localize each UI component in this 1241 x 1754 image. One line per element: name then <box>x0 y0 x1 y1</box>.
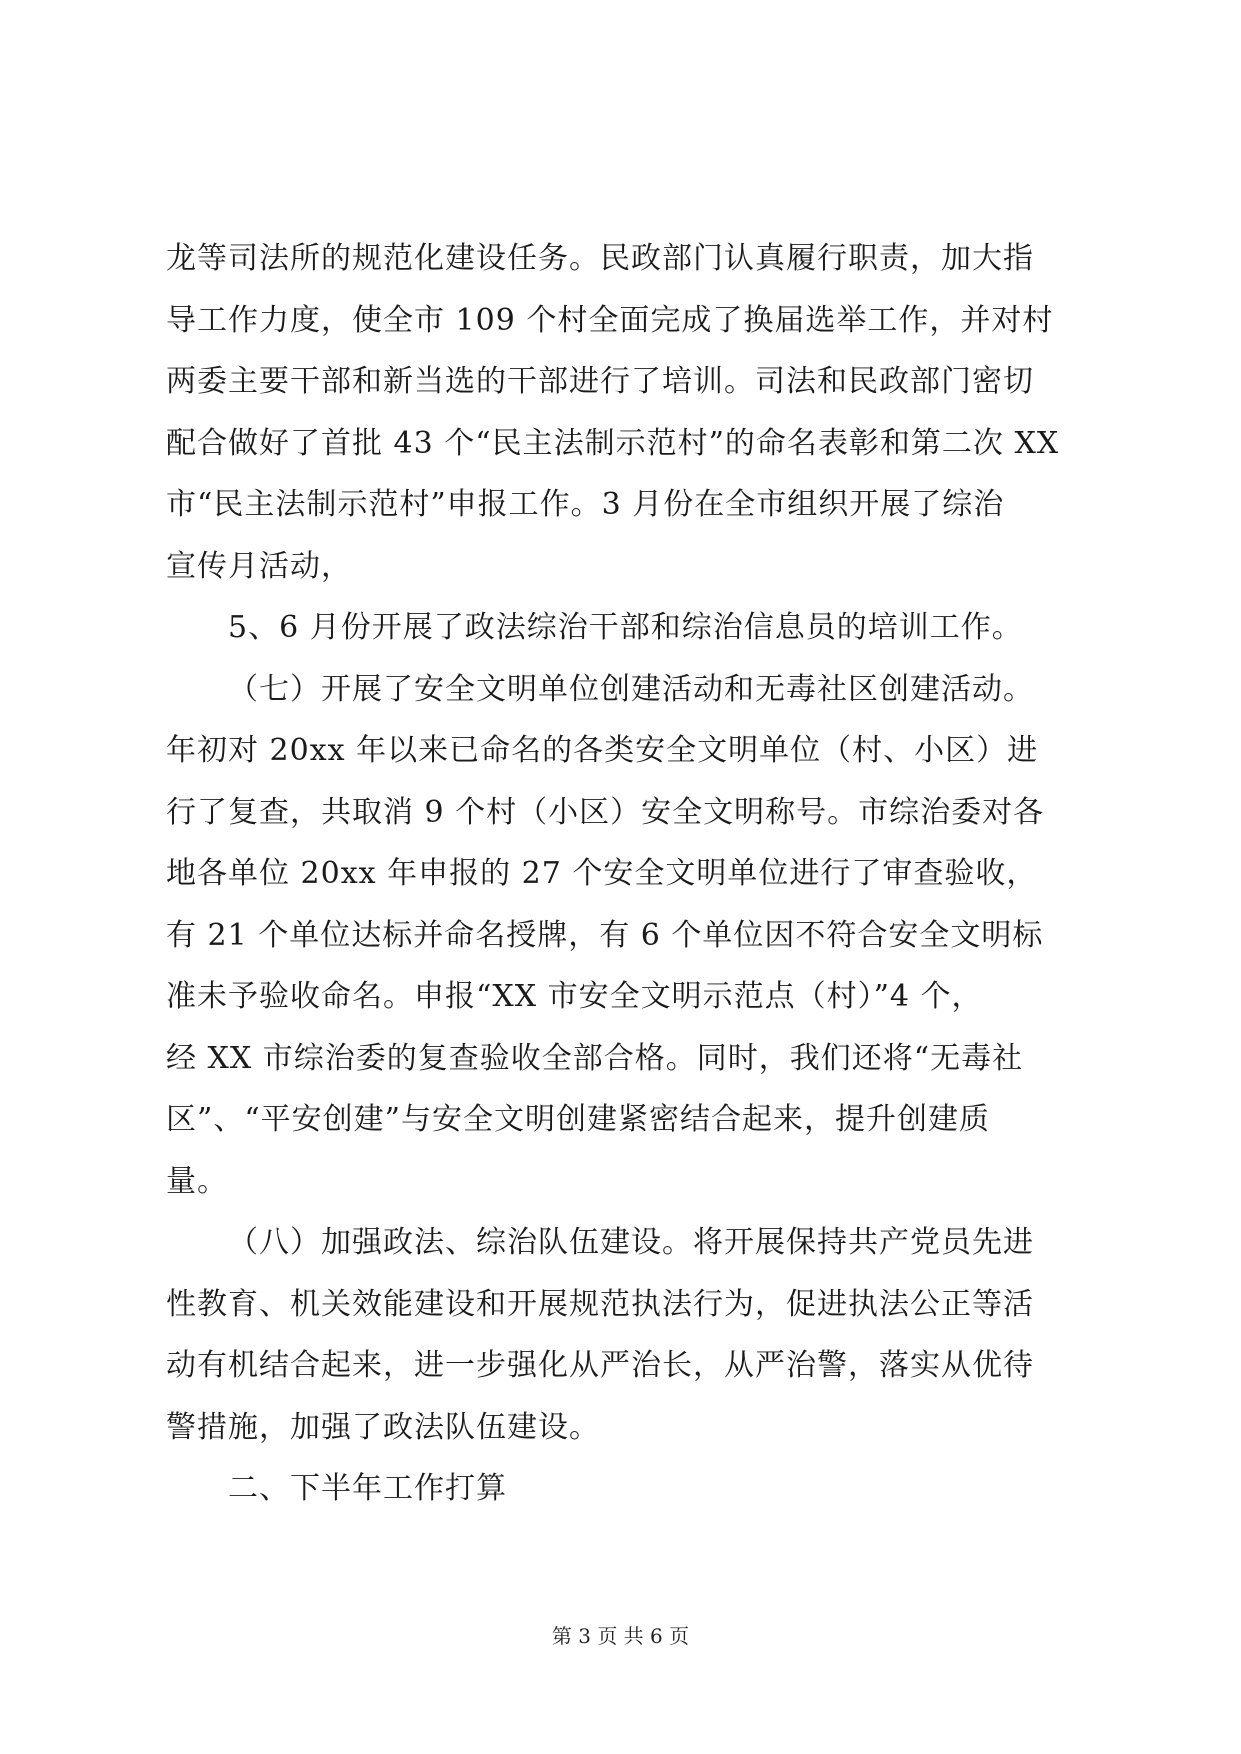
text-line: 区”、“平安创建”与安全文明创建紧密结合起来，提升创建质 <box>166 1102 991 1137</box>
text-line: 性教育、机关效能建设和开展规范执法行为，促进执法公正等活 <box>166 1286 1034 1322</box>
page-footer: 第 3 页 共 6 页 <box>551 1624 690 1648</box>
text-line: 二、下半年工作打算 <box>228 1471 507 1506</box>
text-line: 年初对 20xx 年以来已命名的各类安全文明单位（村、小区）进 <box>166 733 1039 768</box>
text-line: 5、6 月份开展了政法综治干部和综治信息员的培训工作。 <box>228 610 1023 645</box>
text-line: 经 XX 市综治委的复查验收全部合格。同时，我们还将“无毒社 <box>166 1040 1024 1076</box>
text-line: 警措施，加强了政法队伍建设。 <box>166 1409 600 1445</box>
document-body <box>166 228 1076 1520</box>
text-line: （八）加强政法、综治队伍建设。将开展保持共产党员先进 <box>228 1225 1034 1260</box>
text-line: 准未予验收命名。申报“XX 市安全文明示范点（村）”4 个， <box>166 979 983 1014</box>
text-line: 行了复查，共取消 9 个村（小区）安全文明称号。市综治委对各 <box>166 794 1045 830</box>
text-line: 配合做好了首批 43 个“民主法制示范村”的命名表彰和第二次 XX <box>166 425 1060 461</box>
text-line: 地各单位 20xx 年申报的 27 个安全文明单位进行了审查验收， <box>166 856 1038 891</box>
text-line: 宣传月活动， <box>166 548 352 584</box>
text-line: 量。 <box>166 1163 228 1199</box>
text-line: 龙等司法所的规范化建设任务。民政部门认真履行职责，加大指 <box>166 241 1034 276</box>
text-line: （七）开展了安全文明单位创建活动和无毒社区创建活动。 <box>228 671 1034 707</box>
text-line: 两委主要干部和新当选的干部进行了培训。司法和民政部门密切 <box>166 364 1034 399</box>
text-line: 导工作力度，使全市 109 个村全面完成了换届选举工作，并对村 <box>166 302 1054 338</box>
text-line: 有 21 个单位达标并命名授牌，有 6 个单位因不符合安全文明标 <box>166 917 1044 953</box>
text-line: 市“民主法制示范村”申报工作。3 月份在全市组织开展了综治 <box>166 487 1005 522</box>
text-line: 动有机结合起来，进一步强化从严治长，从严治警，落实从优待 <box>166 1348 1034 1383</box>
